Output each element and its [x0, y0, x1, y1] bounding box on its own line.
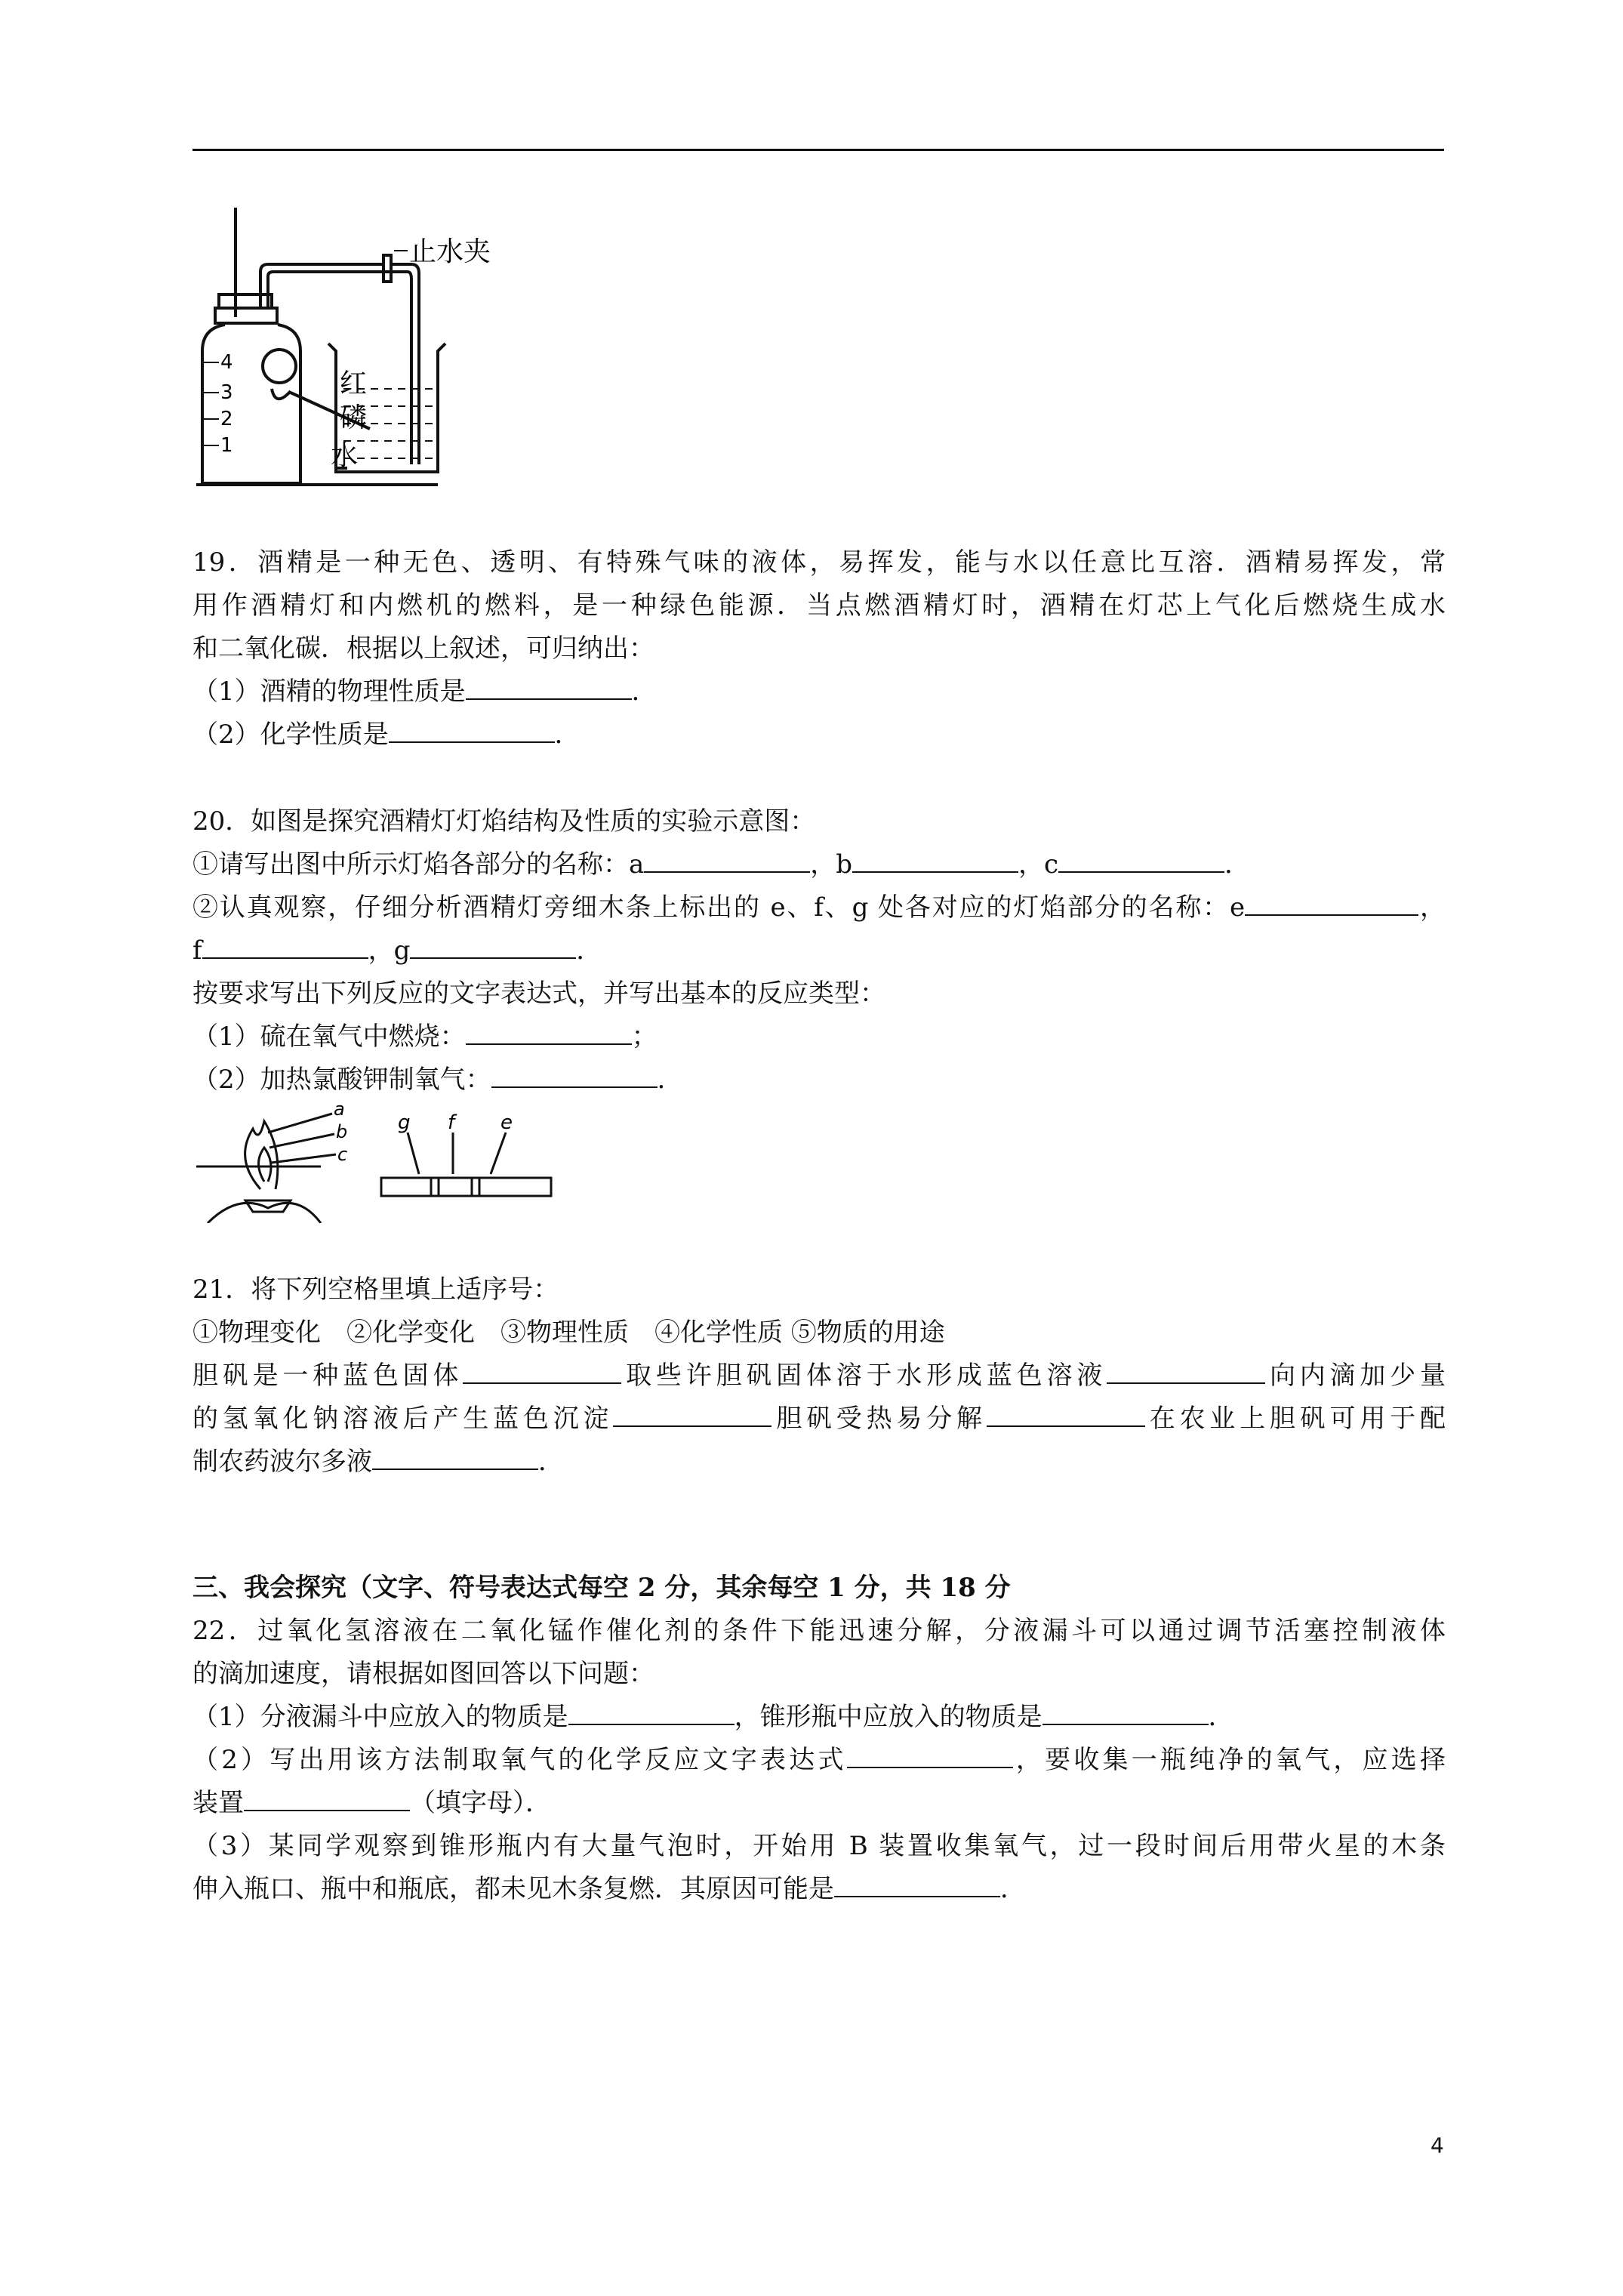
- q22-line-2: 的滴加速度，请根据如图回答以下问题：: [192, 1659, 654, 1689]
- scale-mark: 3: [220, 381, 233, 404]
- answer-blank[interactable]: [466, 676, 632, 700]
- stick-label-e: e: [500, 1111, 513, 1134]
- answer-blank[interactable]: [202, 935, 368, 959]
- q20-title: 20．如图是探究酒精灯灯焰结构及性质的实验示意图：: [192, 806, 816, 837]
- q19-sub-2: （2）化学性质是 ．: [192, 720, 581, 750]
- q21-line-3: 制农药波尔多液 ．: [192, 1447, 564, 1477]
- q19-line-1: 19．酒精是一种无色、透明、有特殊气味的液体，易挥发，能与水以任意比互溶．酒精易挥发，常: [192, 547, 1446, 578]
- section-3-heading: 三、我会探究（文字、符号表达式每空 2 分，其余每空 1 分，共 18 分: [192, 1573, 1011, 1603]
- answer-blank[interactable]: [834, 1873, 1000, 1897]
- flame-label-c: c: [337, 1144, 348, 1165]
- q22-line-1: 22．过氧化氢溶液在二氧化锰作催化剂的条件下能迅速分解，分液漏斗可以通过调节活塞控制液体: [192, 1616, 1446, 1646]
- page-number: 4: [1431, 2133, 1444, 2158]
- answer-blank[interactable]: [466, 1021, 632, 1045]
- q20-line-3: f ，g ．: [192, 935, 602, 966]
- flame-structure-figure: [192, 1076, 555, 1223]
- answer-blank[interactable]: [1058, 849, 1224, 873]
- answer-blank[interactable]: [847, 1744, 1013, 1768]
- flame-label-a: a: [334, 1099, 345, 1120]
- phosphorus-apparatus-figure: [189, 204, 521, 491]
- scale-mark: 1: [220, 434, 233, 457]
- q22-sub-3: （3）某同学观察到锥形瓶内有大量气泡时，开始用 B 装置收集氧气，过一段时间后用带火星的木条: [192, 1831, 1446, 1861]
- q22-sub-3-cont: 伸入瓶口、瓶中和瓶底，都未见木条复燃．其原因可能是 ．: [192, 1874, 1026, 1904]
- answer-blank[interactable]: [987, 1403, 1145, 1427]
- q22-sub-2-cont: 装置 （填字母）．: [192, 1788, 551, 1818]
- answer-blank[interactable]: [644, 849, 810, 873]
- water-label: 水: [331, 440, 359, 471]
- q19-line-3: 和二氧化碳．根据以上叙述，可归纳出：: [192, 633, 654, 664]
- q19-sub-1: （1）酒精的物理性质是 ．: [192, 676, 658, 707]
- scale-mark: 4: [220, 351, 233, 374]
- clamp-label: 止水夹: [409, 236, 491, 267]
- q21-title: 21．将下列空格里填上适序号：: [192, 1274, 559, 1305]
- q19-line-2: 用作酒精灯和内燃机的燃料，是一种绿色能源．当点燃酒精灯时，酒精在灯芯上气化后燃烧生成水: [192, 590, 1446, 621]
- q20-line-4: 按要求写出下列反应的文字表达式，并写出基本的反应类型：: [192, 978, 885, 1009]
- q20-reaction-2: （2）加热氯酸钾制氧气： ．: [192, 1065, 683, 1095]
- answer-blank[interactable]: [1245, 892, 1418, 916]
- answer-blank[interactable]: [463, 1360, 621, 1384]
- stick-label-g: g: [398, 1111, 411, 1134]
- answer-blank[interactable]: [244, 1787, 410, 1811]
- answer-blank[interactable]: [372, 1446, 538, 1470]
- q22-sub-1: （1）分液漏斗中应放入的物质是 ，锥形瓶中应放入的物质是 ．: [192, 1702, 1234, 1732]
- q21-line-1: 胆矾是一种蓝色固体 取些许胆矾固体溶于水形成蓝色溶液 向内滴加少量: [192, 1361, 1446, 1391]
- stick-label-f: f: [448, 1111, 455, 1134]
- answer-blank[interactable]: [389, 719, 555, 743]
- answer-blank[interactable]: [410, 935, 576, 959]
- answer-blank[interactable]: [568, 1701, 735, 1725]
- q21-line-2: 的氢氧化钠溶液后产生蓝色沉淀 胆矾受热易分解 在农业上胆矾可用于配: [192, 1404, 1446, 1434]
- flame-label-b: b: [336, 1121, 348, 1142]
- q22-sub-2: （2）写出用该方法制取氧气的化学反应文字表达式 ，要收集一瓶纯净的氧气，应选择: [192, 1745, 1446, 1775]
- answer-blank[interactable]: [1042, 1701, 1209, 1725]
- header-rule: [192, 149, 1444, 151]
- scale-mark: 2: [220, 408, 233, 430]
- q20-line-2: ②认真观察，仔细分析酒精灯旁细木条上标出的 e、f、g 处各对应的灯焰部分的名称：e ，: [192, 892, 1446, 923]
- phosphorus-label-1: 红: [340, 368, 368, 399]
- phosphorus-label-2: 磷: [340, 402, 368, 433]
- q20-reaction-1: （1）硫在氧气中燃烧： ；: [192, 1022, 658, 1052]
- answer-blank[interactable]: [1107, 1360, 1265, 1384]
- answer-blank[interactable]: [852, 849, 1018, 873]
- q20-line-1: ①请写出图中所示灯焰各部分的名称：a ，b ，c ．: [192, 849, 1251, 880]
- q21-options: ①物理变化 ②化学变化 ③物理性质 ④化学性质 ⑤物质的用途: [192, 1318, 945, 1348]
- answer-blank[interactable]: [613, 1403, 771, 1427]
